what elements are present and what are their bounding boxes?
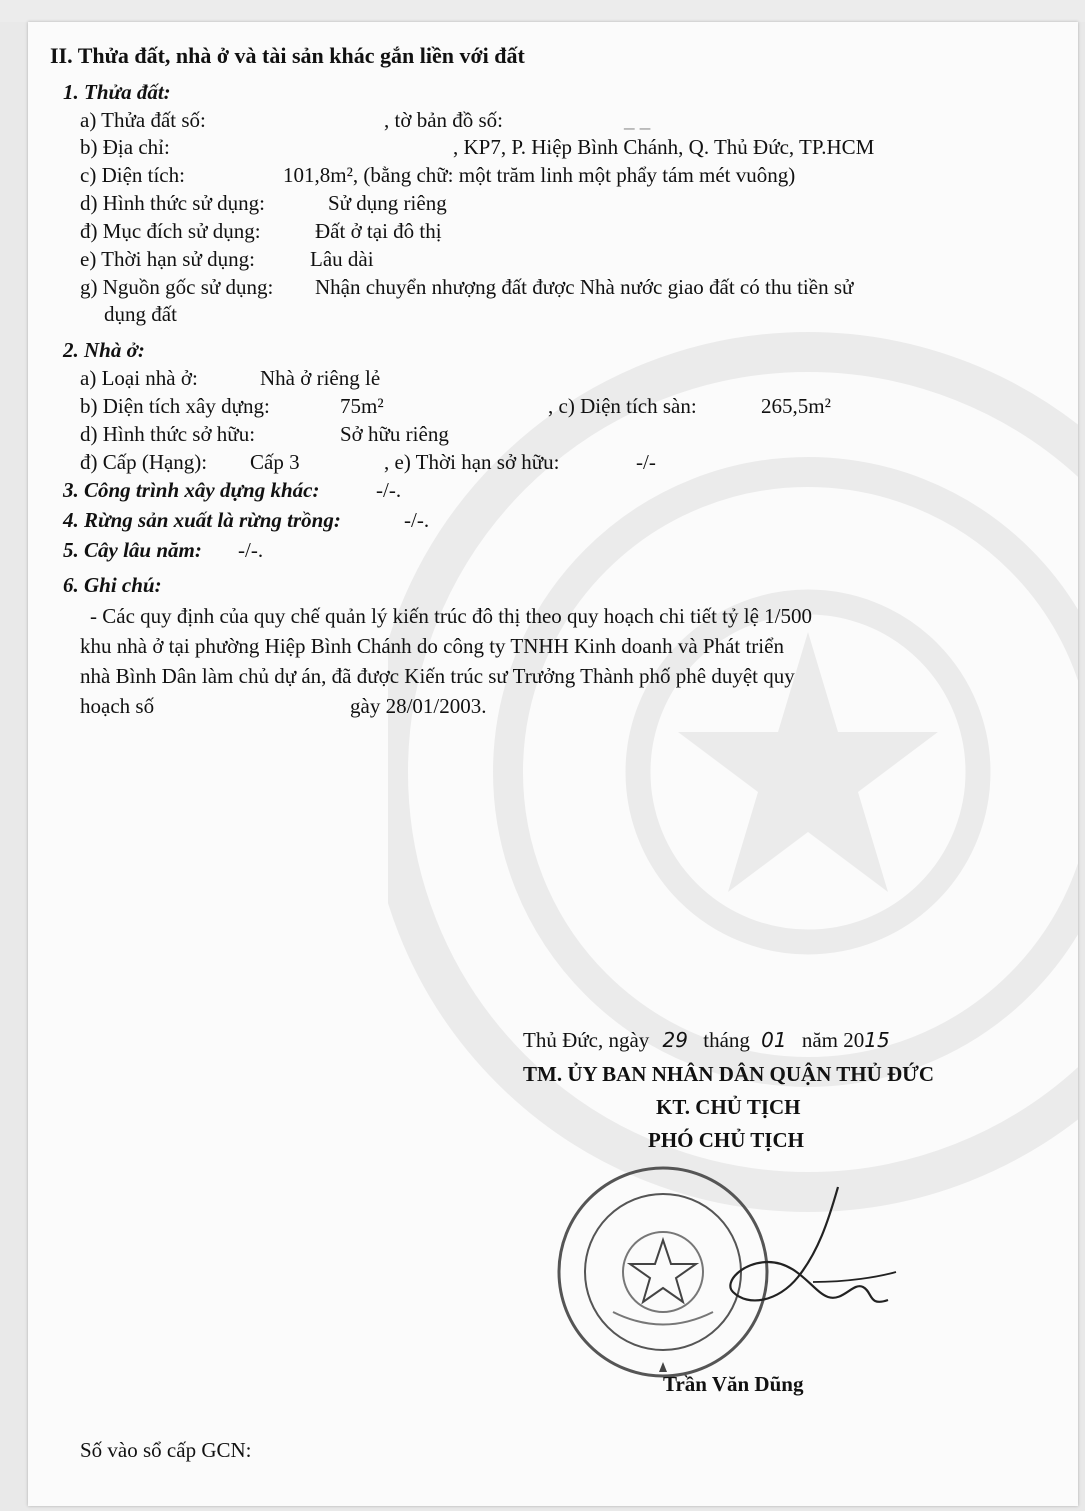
section5-value: -/-. [238, 538, 264, 562]
section6-title: 6. Ghi chú: [63, 573, 162, 597]
signer-role-1: KT. CHỦ TỊCH [656, 1095, 801, 1119]
section4-title: 4. Rừng sản xuất là rừng trồng: [63, 508, 341, 532]
address-value: , KP7, P. Hiệp Bình Chánh, Q. Thủ Đức, TP.HCM [453, 135, 875, 159]
section1-title: 1. Thửa đất: [63, 80, 171, 104]
house-type-value: Nhà ở riêng lẻ [260, 366, 381, 390]
year-label: năm 20 [801, 1028, 865, 1052]
land-plot-number-label: a) Thửa đất số: [80, 108, 206, 132]
signer-name: Trần Văn Dũng [663, 1372, 804, 1396]
usage-form-label: d) Hình thức sử dụng: [80, 191, 265, 215]
area-value: 101,8m², (bằng chữ: một trăm linh một phẩy tám mét vuông) [283, 163, 796, 187]
date-year: 15 [864, 1028, 890, 1052]
house-type-label: a) Loại nhà ở: [80, 366, 198, 390]
section2-title: 2. Nhà ở: [63, 338, 145, 362]
note-line-4b: gày 28/01/2003. [350, 694, 487, 718]
note-line-1: - Các quy định của quy chế quản lý kiến trúc đô thị theo quy hoạch chi tiết tỷ lệ 1/500 [90, 604, 812, 628]
section3-title: 3. Công trình xây dựng khác: [63, 478, 320, 502]
section5-title: 5. Cây lâu năm: [63, 538, 202, 562]
certificate-page [28, 22, 1078, 1506]
ownership-term-value: -/- [636, 450, 656, 474]
build-area-value: 75m² [340, 394, 384, 418]
usage-term-value: Lâu dài [310, 247, 374, 271]
address-label: b) Địa chỉ: [80, 135, 170, 159]
signer-role-2: PHÓ CHỦ TỊCH [648, 1128, 804, 1152]
floor-area-label: , c) Diện tích sàn: [548, 394, 697, 418]
register-number-label: Số vào sổ cấp GCN: [80, 1438, 252, 1462]
month-label: tháng [703, 1028, 750, 1052]
usage-purpose-value: Đất ở tại đô thị [315, 219, 442, 243]
section3-value: -/-. [376, 478, 402, 502]
top-margin [0, 0, 1085, 22]
section4-value: -/-. [404, 508, 430, 532]
usage-origin-label: g) Nguồn gốc sử dụng: [80, 275, 274, 299]
usage-form-value: Sử dụng riêng [328, 191, 447, 215]
issuing-org: TM. ỦY BAN NHÂN DÂN QUẬN THỦ ĐỨC [523, 1062, 935, 1086]
usage-origin-value-cont: dụng đất [104, 302, 177, 326]
area-label: c) Diện tích: [80, 163, 185, 187]
ownership-form-value: Sở hữu riêng [340, 422, 449, 446]
ownership-term-label: , e) Thời hạn sở hữu: [384, 450, 560, 474]
date-day: 29 [662, 1028, 688, 1052]
usage-origin-value: Nhận chuyển nhượng đất được Nhà nước giao đất có thu tiền sử [315, 275, 854, 299]
build-area-label: b) Diện tích xây dựng: [80, 394, 270, 418]
map-sheet-label: , tờ bản đồ số: [384, 108, 504, 132]
date-month: 01 [761, 1028, 787, 1052]
usage-purpose-label: đ) Mục đích sử dụng: [80, 219, 261, 243]
note-line-4a: hoạch số [80, 694, 155, 718]
note-line-2: khu nhà ở tại phường Hiệp Bình Chánh do công ty TNHH Kinh doanh và Phát triển [80, 634, 784, 658]
map-sheet-value: _ _ [624, 108, 651, 132]
ownership-form-label: d) Hình thức sở hữu: [80, 422, 256, 446]
grade-value: Cấp 3 [250, 450, 300, 474]
section-heading: II. Thửa đất, nhà ở và tài sản khác gắn liền với đất [50, 43, 525, 68]
grade-label: đ) Cấp (Hạng): [80, 450, 208, 474]
floor-area-value: 265,5m² [761, 394, 831, 418]
place-date-prefix: Thủ Đức, ngày [523, 1028, 650, 1052]
handwritten-signature [718, 1182, 898, 1332]
usage-term-label: e) Thời hạn sử dụng: [80, 247, 255, 271]
place-date [523, 1028, 890, 1052]
note-line-3: nhà Bình Dân làm chủ dự án, đã được Kiến trúc sư Trưởng Thành phố phê duyệt quy [80, 664, 795, 688]
